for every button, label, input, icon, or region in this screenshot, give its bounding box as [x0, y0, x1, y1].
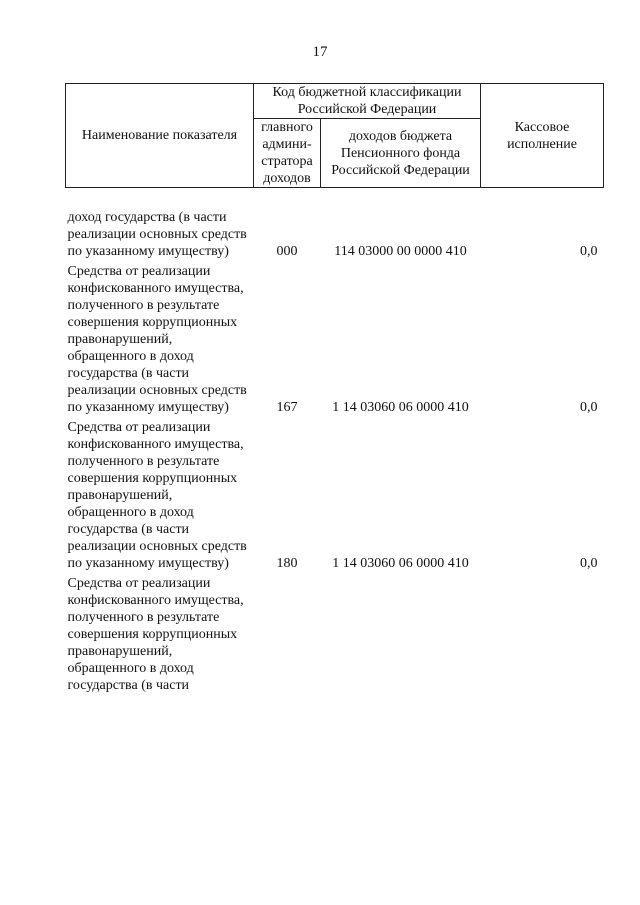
page-number: 17 — [312, 44, 328, 60]
row-indicator-name: доход государства (в части реализации основных средств по указанному имуществу) — [67, 210, 247, 259]
row-budget-code: 1 14 03060 06 0000 410 — [332, 400, 469, 415]
header-indicator-name: Наименование показателя — [66, 84, 254, 188]
header-fund-income: доходов бюджета Пенсионного фонда Российской Федерации — [321, 119, 481, 188]
header-budget-code: Код бюджетной классификации Российской Федерации — [254, 84, 481, 119]
row-cash-amount: 0,0 — [580, 400, 598, 415]
table-row — [66, 263, 604, 419]
budget-table — [65, 83, 604, 694]
table-row — [66, 419, 604, 575]
row-admin-code: 167 — [276, 400, 298, 415]
row-indicator-name: Средства от реализации конфискованного имущества, полученного в результате совершения коррупционных правонарушений, обращенного в доход государства (в части реализации основных средств по указанному имуществу) — [67, 420, 247, 571]
row-admin-code — [254, 575, 321, 694]
row-cash-amount: 0,0 — [580, 244, 598, 259]
row-budget-code: 114 03000 00 0000 410 — [334, 244, 467, 259]
table-row — [66, 575, 604, 694]
header-chief-administrator: главного админи- стратора доходов — [254, 119, 321, 188]
row-budget-code: 1 14 03060 06 0000 410 — [332, 556, 469, 571]
row-cash-amount — [481, 575, 604, 694]
row-admin-code: 180 — [276, 556, 298, 571]
header-cash-execution: Кассовое исполнение — [481, 84, 604, 188]
row-admin-code: 000 — [276, 244, 298, 259]
row-budget-code — [321, 575, 481, 694]
table-header — [66, 84, 604, 188]
row-cash-amount: 0,0 — [580, 556, 598, 571]
row-indicator-name: Средства от реализации конфискованного имущества, полученного в результате совершения коррупционных правонарушений, обращенного в доход государства (в части — [67, 576, 244, 693]
table-row — [66, 188, 604, 264]
row-indicator-name: Средства от реализации конфискованного имущества, полученного в результате совершения коррупционных правонарушений, обращенного в доход государства (в части реализации основных средств по указанному имуществу) — [67, 264, 247, 415]
